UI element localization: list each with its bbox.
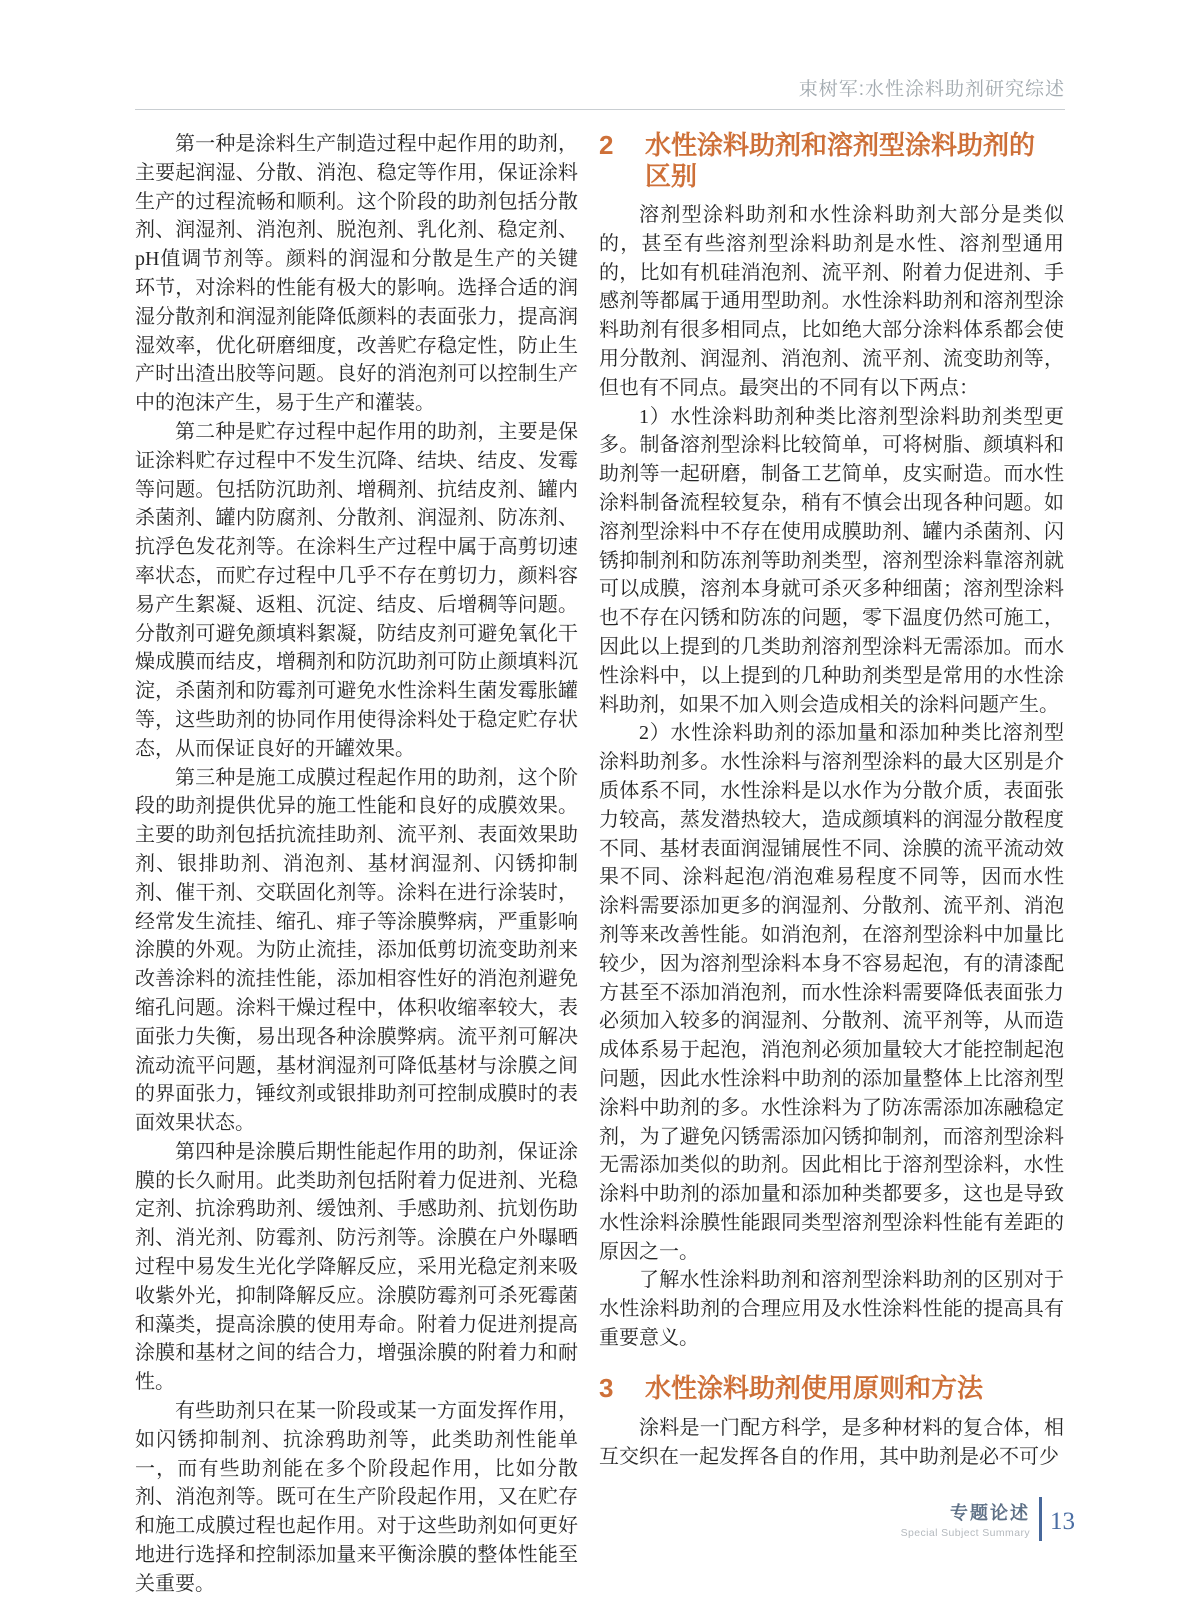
- page-footer: [901, 1497, 1075, 1541]
- paragraph-difference-1: 1）水性涂料助剂种类比溶剂型涂料助剂类型更多。制备溶剂型涂料比较简单，可将树脂、颜填料和助剂等一起研磨，制备工艺简单，皮实耐造。而水性涂料制备流程较复杂，稍有不慎会出现各种问题。如溶剂型涂料中不存在使用成膜助剂、罐内杀菌剂、闪锈抑制剂和防冻剂等助剂类型，溶剂型涂料靠溶剂就可以成膜，溶剂本身就可杀灭多种细菌；溶剂型涂料也不存在闪锈和防冻的问题，零下温度仍然可施工，因此以上提到的几类助剂溶剂型涂料无需添加。而水性涂料中，以上提到的几种助剂类型是常用的水性涂料助剂，如果不加入则会造成相关的涂料问题产生。: [599, 405, 1064, 716]
- running-header: [135, 74, 1065, 110]
- page-number: 13: [1050, 1508, 1075, 1535]
- footer-column-title-en: Special Subject Summary: [900, 1527, 1030, 1539]
- header-rule: [135, 109, 1065, 110]
- running-title: 束树军:水性涂料助剂研究综述: [798, 79, 1065, 100]
- paragraph-additive-type-1: 第一种是涂料生产制造过程中起作用的助剂，主要起润湿、分散、消泡、稳定等作用，保证涂料生产的过程流畅和顺利。这个阶段的助剂包括分散剂、润湿剂、消泡剂、脱泡剂、乳化剂、稳定剂、pH值调节剂等。颜料的润湿和分散是生产的关键环节，对涂料的性能有极大的影响。选择合适的润湿分散剂和润湿剂能降低颜料的表面张力，提高润湿效率，优化研磨细度，改善贮存稳定性，防止生产时出渣出胶等问题。良好的消泡剂可以控制生产中的泡沫产生，易于生产和灌装。: [135, 133, 578, 415]
- paragraph-additive-stages: 有些助剂只在某一阶段或某一方面发挥作用，如闪锈抑制剂、抗涂鸦助剂等，此类助剂性能单一，而有些助剂能在多个阶段起作用，比如分散剂、消泡剂等。既可在生产阶段起作用，又在贮存和施工成膜过程也起作用。对于这些助剂如何更好地进行选择和控制添加量来平衡涂膜的整体性能至关重要。: [135, 1400, 578, 1595]
- section-heading-2: [599, 130, 1064, 192]
- paragraph-formulation-science: 涂料是一门配方科学，是多种材料的复合体，相互交织在一起发挥各自的作用，其中助剂是必不可少: [599, 1416, 1064, 1468]
- section-title: 水性涂料助剂使用原则和方法: [645, 1372, 984, 1403]
- paragraph-difference-2: 2）水性涂料助剂的添加量和添加种类比溶剂型涂料助剂多。水性涂料与溶剂型涂料的最大区别是介质体系不同，水性涂料是以水作为分散介质，表面张力较高，蒸发潜热较大，造成颜填料的润湿分散程度不同、基材表面润湿铺展性不同、涂膜的流平流动效果不同、涂料起泡/消泡难易程度不同等，因而水性涂料需要添加更多的润湿剂、分散剂、流平剂、消泡剂等来改善性能。如消泡剂，在溶剂型涂料中加量比较少，因为溶剂型涂料本身不容易起泡，有的清漆配方甚至不添加消泡剂，而水性涂料需要降低表面张力必须加入较多的润湿剂、分散剂、流平剂等，从而造成体系易于起泡，消泡剂必须加量较大才能控制起泡问题，因此水性涂料中助剂的添加量整体上比溶剂型涂料中助剂的多。水性涂料为了防冻需添加冻融稳定剂，为了避免闪锈需添加闪锈抑制剂，而溶剂型涂料无需添加类似的助剂。因此相比于溶剂型涂料，水性涂料中助剂的添加量和添加种类都要多，这也是导致水性涂料涂膜性能跟同类型溶剂型涂料性能有差距的原因之一。: [599, 722, 1064, 1263]
- two-column-body: [135, 130, 1064, 1599]
- paragraph-similarities: 溶剂型涂料助剂和水性涂料助剂大部分是类似的，甚至有些溶剂型涂料助剂是水性、溶剂型通用的，比如有机硅消泡剂、流平剂、附着力促进剂、手感剂等都属于通用型助剂。水性涂料助剂和溶剂型涂料助剂有很多相同点，比如绝大部分涂料体系都会使用分散剂、润湿剂、消泡剂、流平剂、流变助剂等，但也有不同点。最突出的不同有以下两点：: [599, 204, 1064, 399]
- section-number: 2: [599, 130, 614, 160]
- footer-labels: [901, 1499, 1030, 1539]
- footer-divider: [1039, 1497, 1042, 1541]
- paragraph-additive-type-3: 第三种是施工成膜过程起作用的助剂，这个阶段的助剂提供优异的施工性能和良好的成膜效果。主要的助剂包括抗流挂助剂、流平剂、表面效果助剂、银排助剂、消泡剂、基材润湿剂、闪锈抑制剂、催干剂、交联固化剂等。涂料在进行涂装时，经常发生流挂、缩孔、痱子等涂膜弊病，严重影响涂膜的外观。为防止流挂，添加低剪切流变助剂来改善涂料的流挂性能，添加相容性好的消泡剂避免缩孔问题。涂料干燥过程中，体积收缩率较大，表面张力失衡，易出现各种涂膜弊病。流平剂可解决流动流平问题，基材润湿剂可降低基材与涂膜之间的界面张力，锤纹剂或银排助剂可控制成膜时的表面效果状态。: [135, 766, 578, 1135]
- section-title: 水性涂料助剂和溶剂型涂料助剂的区别: [645, 130, 1036, 191]
- paragraph-additive-type-4: 第四种是涂膜后期性能起作用的助剂，保证涂膜的长久耐用。此类助剂包括附着力促进剂、光稳定剂、抗涂鸦助剂、缓蚀剂、手感助剂、抗划伤助剂、消光剂、防霉剂、防污剂等。涂膜在户外曝晒过程中易发生光化学降解反应，采用光稳定剂来吸收紫外光，抑制降解反应。涂膜防霉剂可杀死霉菌和藻类，提高涂膜的使用寿命。附着力促进剂提高涂膜和基材之间的结合力，增强涂膜的附着力和耐性。: [135, 1140, 578, 1394]
- paragraph-additive-type-2: 第二种是贮存过程中起作用的助剂，主要是保证涂料贮存过程中不发生沉降、结块、结皮、发霉等问题。包括防沉助剂、增稠剂、抗结皮剂、罐内杀菌剂、罐内防腐剂、分散剂、润湿剂、防冻剂、抗浮色发花剂等。在涂料生产过程中属于高剪切速率状态，而贮存过程中几乎不存在剪切力，颜料容易产生絮凝、返粗、沉淀、结皮、后增稠等问题。分散剂可避免颜填料絮凝，防结皮剂可避免氧化干燥成膜而结皮，增稠剂和防沉助剂可防止颜填料沉淀，杀菌剂和防霉剂可避免水性涂料生菌发霉胀罐等，这些助剂的协同作用使得涂料处于稳定贮存状态，从而保证良好的开罐效果。: [135, 420, 578, 760]
- left-column: [135, 130, 578, 1599]
- section-heading-3: [599, 1373, 1064, 1404]
- paragraph-significance: 了解水性涂料助剂和溶剂型涂料助剂的区别对于水性涂料助剂的合理应用及水性涂料性能的提高具有重要意义。: [599, 1269, 1064, 1350]
- section-number: 3: [599, 1372, 614, 1403]
- right-column: [599, 130, 1064, 1599]
- footer-column-title-cn: 专题论述: [950, 1503, 1030, 1523]
